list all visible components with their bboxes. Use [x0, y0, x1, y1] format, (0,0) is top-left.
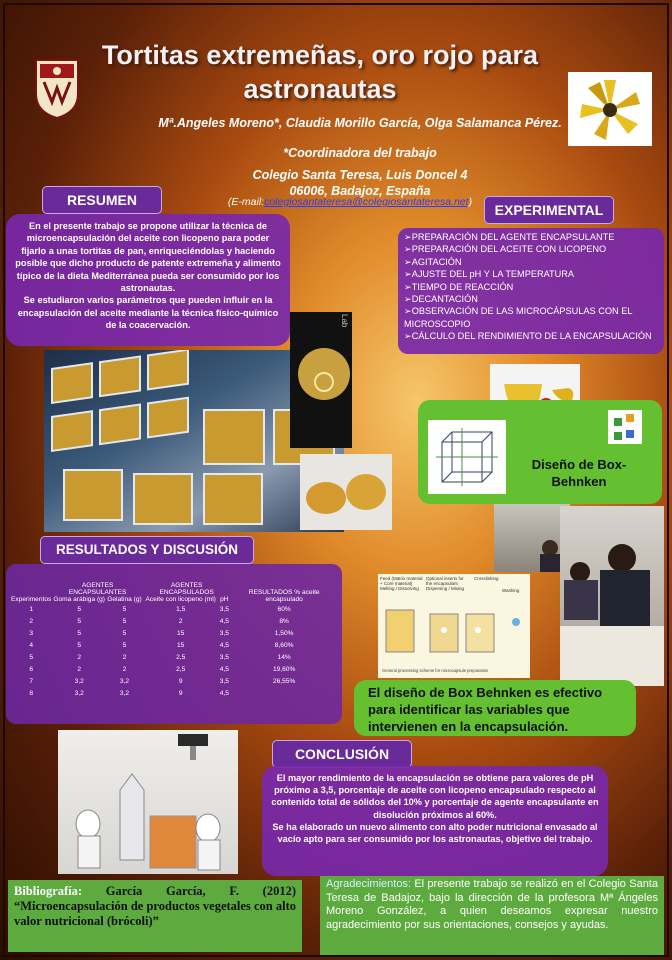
cell: 3	[29, 629, 33, 637]
cell: 26,55%	[272, 677, 296, 685]
cell: 60%	[277, 605, 291, 613]
conclusion-header: CONCLUSIÓN	[272, 740, 412, 768]
cell: 15	[177, 641, 185, 649]
experimental-item: ➢TIEMPO DE REACCIÓN	[404, 281, 514, 292]
cell: 1	[29, 605, 33, 613]
diagram-stage3-label: Crosslinking	[474, 576, 499, 581]
experimental-item: ➢PREPARACIÓN DEL ACEITE CON LICOPENO	[404, 244, 607, 255]
astronaut-figurines-image	[58, 730, 238, 874]
coordinator-note: *Coordinadora del trabajo	[283, 146, 437, 160]
box-behnken-label-line-1: Diseño de Box-	[531, 457, 627, 472]
cell: 2	[77, 665, 81, 673]
microscope-capsule-image	[290, 312, 352, 448]
table-row	[10, 603, 338, 615]
cell: 9	[178, 689, 183, 697]
experimental-header: EXPERIMENTAL	[484, 196, 614, 224]
bibliografia-box	[8, 880, 302, 952]
resultados-table	[10, 582, 338, 699]
table-row	[10, 615, 338, 627]
box-behnken-conclusion: El diseño de Box Behnken es efectivo para identificar las variables que intervienen en la encapsulación.	[354, 680, 636, 736]
cell: 9	[178, 677, 183, 685]
authors: Mª.Angeles Moreno*, Claudia Morillo García, Olga Salamanca Pérez.	[158, 116, 562, 130]
cell: 14%	[277, 653, 291, 661]
cell: 4,5	[219, 689, 229, 697]
col-header: pH	[220, 596, 229, 603]
cell: 5	[29, 653, 33, 661]
cell: 5	[122, 617, 127, 625]
cell: 8,60%	[274, 641, 294, 649]
address	[210, 167, 510, 199]
experimental-item: ➢OBSERVACIÓN DE LAS MICROCÁPSULAS CON EL	[404, 306, 633, 317]
cell: 2	[77, 653, 81, 661]
cell: 4,5	[219, 617, 229, 625]
col-header: Gelatina (g)	[107, 596, 142, 603]
small-cube-diagram	[608, 410, 642, 444]
cell: 7	[29, 677, 33, 685]
cell: 5	[122, 605, 127, 613]
col-header: Goma arábiga (g)	[53, 596, 106, 603]
resultados-header: RESULTADOS Y DISCUSIÓN	[40, 536, 254, 564]
cell: 5	[77, 617, 81, 625]
table-row	[10, 651, 338, 663]
address-line-1: Colegio Santa Teresa, Luis Doncel 4	[252, 168, 468, 182]
cell: 2	[29, 617, 33, 625]
box-behnken-panel	[418, 400, 662, 504]
experimental-item: ➢AJUSTE DEL pH Y LA TEMPERATURA	[404, 269, 575, 280]
email-link[interactable]: colegiosantateresa@colegiosantateresa.net	[264, 196, 469, 208]
box-behnken-label-line-2: Behnken	[551, 474, 607, 489]
diagram-stage2-label: Optional inserts for the encapsulant Dispersing / Mixing	[426, 576, 465, 591]
cell: 3,2	[74, 677, 84, 685]
col-header: Experimentos	[11, 596, 52, 603]
experimental-item: ➢PREPARACIÓN DEL AGENTE ENCAPSULANTE	[404, 232, 615, 242]
diagram-stage4-label: Washing	[502, 588, 520, 593]
diagram-caption: General processing scheme for microcapsule preparation	[382, 668, 489, 673]
tortitas-image	[300, 454, 392, 530]
microscope-label: Lab	[340, 314, 349, 328]
cell: 8	[29, 689, 33, 697]
poster-title	[80, 38, 560, 106]
yellow-flower-image	[568, 72, 652, 146]
cell: 3,5	[219, 653, 229, 661]
table-row	[10, 639, 338, 651]
lab-students-image-2	[560, 506, 664, 686]
cell: 5	[77, 641, 81, 649]
cell: 4,5	[219, 641, 229, 649]
cell: 2	[178, 617, 183, 625]
experimental-list	[398, 228, 664, 354]
box-behnken-label	[514, 456, 644, 490]
cell: 2	[122, 665, 127, 673]
col-header: Aceite con licopeno (ml)	[145, 596, 216, 603]
cell: 15	[177, 629, 185, 637]
title-line-1: Tortitas extremeñas, oro rojo para	[101, 40, 539, 70]
table-group-header-row	[10, 582, 338, 596]
experimental-item: ➢DECANTACIÓN	[404, 294, 478, 305]
resumen-paragraph-2: Se estudiaron varios parámetros que pueden influir en la encapsulación del aceite mediante la técnica físico-químico de la coacervación.	[17, 295, 279, 331]
box-behnken-cube-diagram	[428, 420, 506, 494]
cell: 3,5	[219, 677, 229, 685]
cell: 3,2	[74, 689, 84, 697]
cell: 6	[29, 665, 33, 673]
table-row	[10, 627, 338, 639]
group-resultados: RESULTADOS % aceite encapsulado	[248, 589, 320, 603]
email-suffix: )	[468, 196, 473, 208]
cell: 1,50%	[274, 629, 294, 637]
title-line-2: astronautas	[243, 74, 397, 104]
cell: 5	[77, 605, 81, 613]
conclusion-paragraph-1: El mayor rendimiento de la encapsulación se obtiene para valores de pH próximo a 3,5, porcentaje de aceite con licopeno encapsulado respecto al contenido total de sólidos del 10% y porcentaje de agente encapsulante en disolución próximos al 60%.	[271, 773, 599, 820]
small-cube-icon	[608, 410, 642, 444]
flower-icon	[568, 72, 652, 146]
agradecimientos-box	[320, 876, 664, 956]
resumen-header: RESUMEN	[42, 186, 162, 214]
cell: 5	[122, 629, 127, 637]
email-line	[200, 196, 500, 208]
address-line-2: 06006, Badajoz, España	[289, 184, 431, 198]
cell: 3,2	[119, 689, 130, 697]
cell: 5	[122, 641, 127, 649]
email-prefix: (E-mail:	[227, 196, 265, 208]
cell: 4,5	[219, 665, 229, 673]
table-row	[10, 675, 338, 687]
experimental-item: MICROSCOPIO	[404, 318, 471, 329]
microcapsule-process-diagram	[378, 574, 530, 678]
cell: 3,5	[219, 629, 229, 637]
conclusion-text-box	[262, 766, 608, 876]
cell: 2	[122, 653, 127, 661]
experimental-item: ➢AGITACIÓN	[404, 256, 462, 267]
cell: 2,5	[176, 665, 186, 673]
bibliografia-text: García García, F. (2012) “Microencapsulación de productos vegetales con alto valor nutricional (brócoli)”	[14, 884, 296, 928]
cell	[230, 687, 338, 699]
table-row	[10, 663, 338, 675]
experimental-item: ➢CÁLCULO DEL RENDIMIENTO DE LA ENCAPSULACIÓN	[404, 331, 652, 342]
school-crest-logo	[32, 56, 82, 120]
resumen-paragraph-1: En el presente trabajo se propone utilizar la técnica de microencapsulación del aceite con licopeno para poder fijarlo a unas tortitas de pan, enriqueciéndolas y haciendo posible que dicho producto de patente extremeña y alimento típico de la dieta Mediterránea pueda ser consumido por los astronautas.	[15, 221, 281, 294]
diagram-feed-label: Feed (Matrix material + Core material) Melting / Dissolving	[380, 576, 423, 591]
conclusion-paragraph-2: Se ha elaborado un nuevo alimento con alto poder nutricional envasado al vacío apto para ser consumido por los astronautas, objetivo del trabajo.	[272, 821, 598, 845]
table-row	[10, 687, 338, 699]
cell: 4	[29, 641, 33, 649]
cell: 3,5	[219, 605, 229, 613]
cell: 8%	[279, 617, 289, 625]
agradecimientos-text: El presente trabajo se realizó en el Colegio Santa Teresa de Badajoz, bajo la dirección de la profesora Mª Ángeles Moreno González, a quien deseamos expresar nuestro agradecimiento por sus orientaciones, consejos y ayudas.	[326, 878, 658, 931]
cell: 5	[77, 629, 81, 637]
cell: 1,5	[176, 605, 186, 613]
lab-students-image-1	[494, 504, 570, 572]
cell: 2,5	[176, 653, 186, 661]
resumen-text-box	[6, 214, 290, 346]
group-encapsulados: AGENTES ENCAPSULADOS	[159, 582, 214, 596]
bibliografia-label: Bibliografía:	[14, 884, 83, 898]
agradecimientos-label: Agradecimientos:	[326, 878, 411, 890]
cube-icon	[428, 420, 506, 494]
cell: 3,2	[119, 677, 130, 685]
group-encapsulantes: AGENTES ENCAPSULANTES	[68, 582, 127, 596]
cell: 19,60%	[272, 665, 296, 673]
